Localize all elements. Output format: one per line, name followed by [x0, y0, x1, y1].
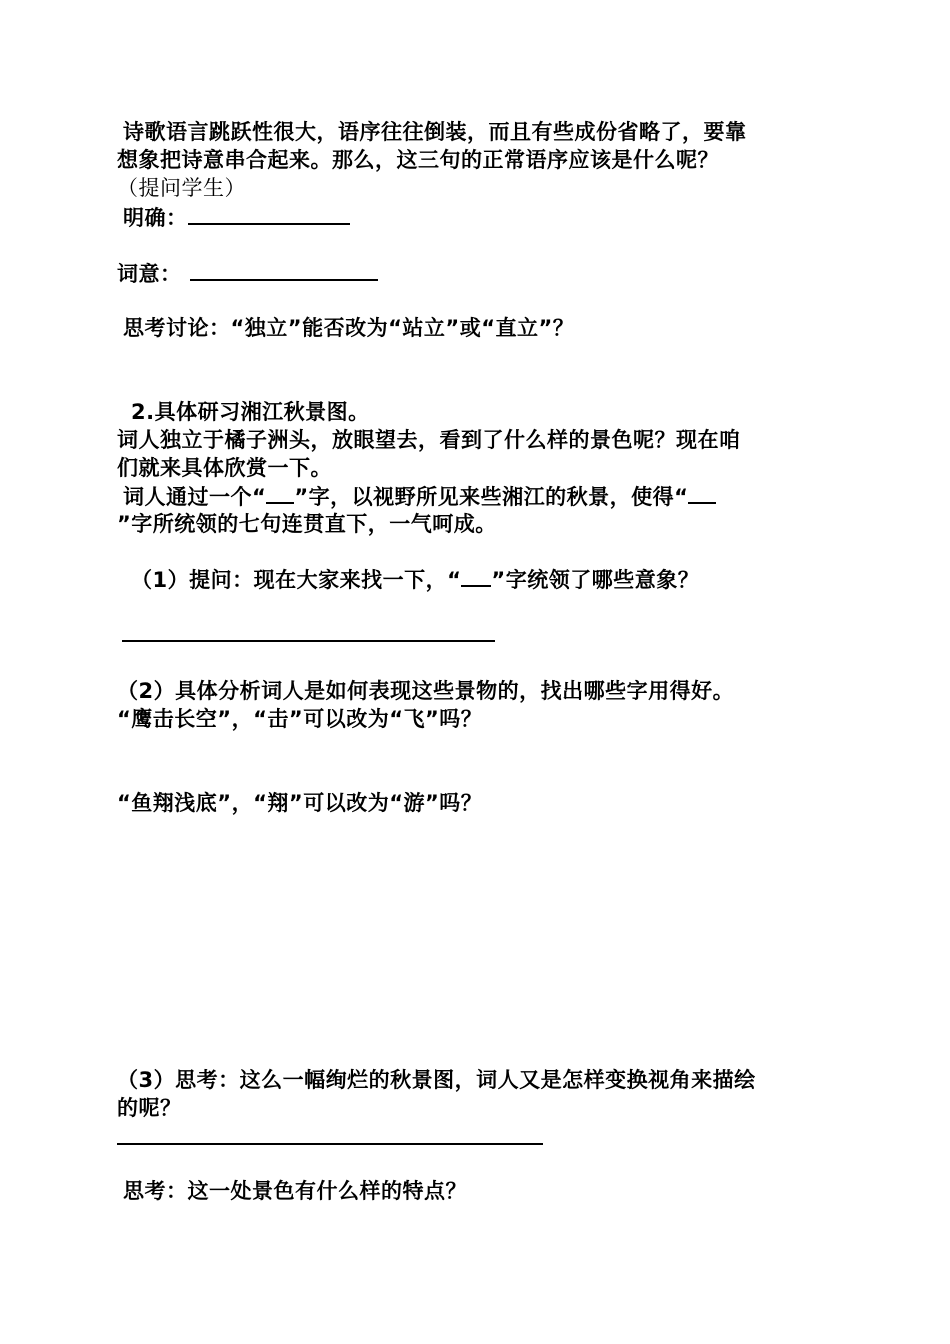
question-1 — [131, 565, 699, 594]
fill-blank[interactable] — [266, 482, 294, 504]
answer-blank[interactable] — [188, 203, 350, 225]
answer-label-line — [123, 203, 350, 232]
question-text: ”字统领了哪些意象？ — [491, 568, 700, 592]
paragraph-line: （提问学生） — [117, 176, 246, 200]
discussion-question: 思考讨论：“独立”能否改为“站立”或“直立”？ — [123, 316, 575, 340]
paragraph-line: 们就来具体欣赏一下。 — [117, 456, 332, 480]
fill-text: ”字，以视野所见来些湘江的秋景，使得“ — [294, 485, 689, 509]
word-meaning-line — [117, 259, 378, 288]
question-2: （2）具体分析词人是如何表现这些景物的，找出哪些字用得好。 — [117, 679, 735, 703]
sub-question: “鹰击长空”，“击”可以改为“飞”吗？ — [117, 707, 483, 731]
word-meaning-blank[interactable] — [190, 259, 378, 281]
paragraph-line: 的呢？ — [117, 1096, 182, 1120]
word-meaning-label: 词意： — [117, 262, 182, 286]
answer-line[interactable] — [117, 1143, 543, 1145]
fill-line — [123, 482, 716, 511]
fill-blank[interactable] — [461, 565, 491, 587]
thinking-question: 思考：这一处景色有什么样的特点？ — [123, 1179, 467, 1203]
answer-label: 明确： — [123, 206, 188, 230]
fill-text: 词人通过一个“ — [123, 485, 267, 509]
paragraph-line: ”字所统领的七句连贯直下，一气呵成。 — [117, 512, 497, 536]
question-text: （1）提问：现在大家来找一下，“ — [131, 568, 462, 592]
fill-blank[interactable] — [688, 482, 716, 504]
sub-question: “鱼翔浅底”，“翔”可以改为“游”吗？ — [117, 791, 483, 815]
paragraph-line: 词人独立于橘子洲头，放眼望去，看到了什么样的景色呢？现在咱 — [117, 428, 741, 452]
paragraph-line: 诗歌语言跳跃性很大，语序往往倒装，而且有些成份省略了，要靠 — [123, 120, 747, 144]
section-heading: 2.具体研习湘江秋景图。 — [131, 400, 370, 424]
paragraph-line: 想象把诗意串合起来。那么，这三句的正常语序应该是什么呢？ — [117, 148, 719, 172]
answer-line[interactable] — [122, 640, 495, 642]
question-3: （3）思考：这么一幅绚烂的秋景图，词人又是怎样变换视角来描绘 — [117, 1068, 756, 1092]
